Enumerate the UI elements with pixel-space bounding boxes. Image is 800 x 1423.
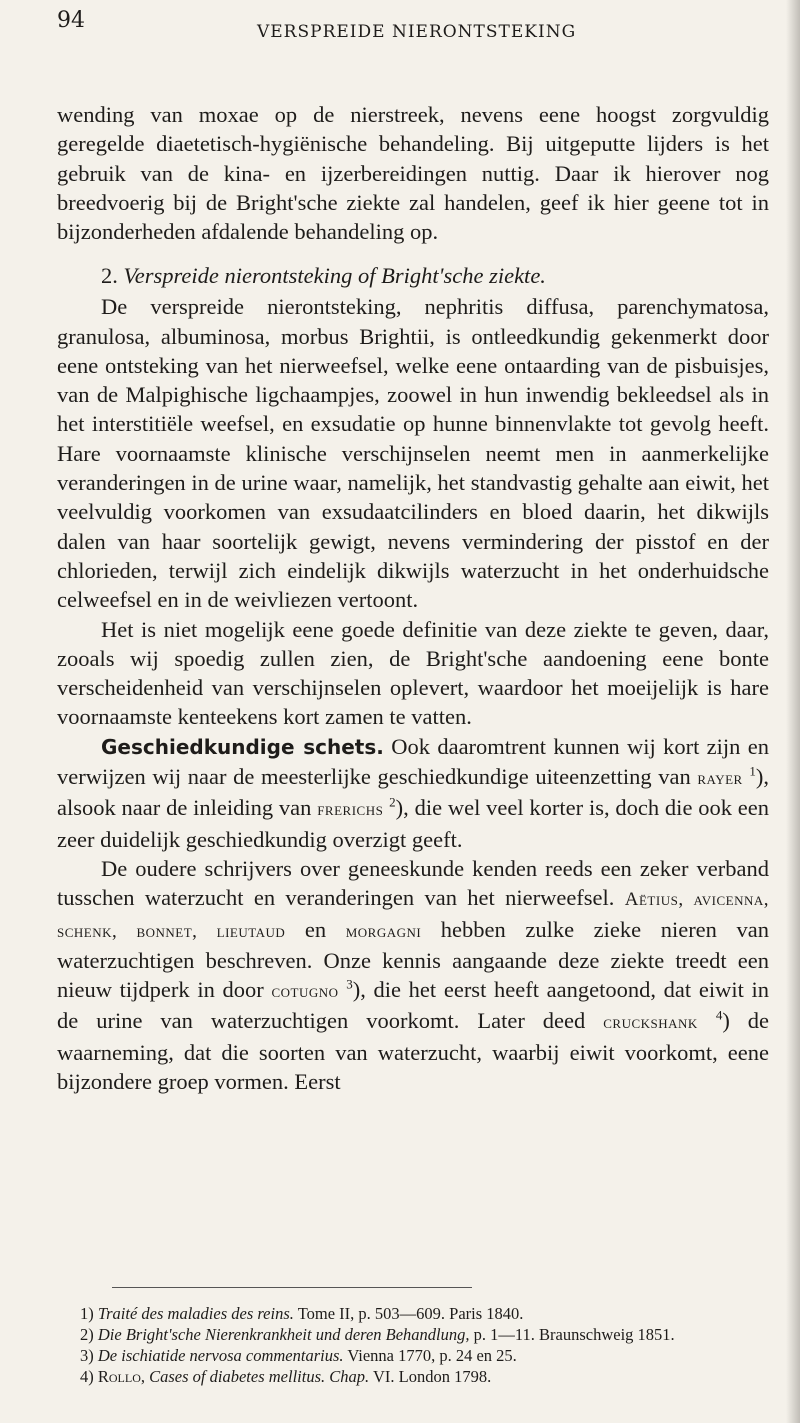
paragraph-older-writers	[57, 854, 769, 1096]
footnote-3	[80, 1345, 770, 1366]
older-text-2: en	[285, 916, 346, 942]
footnote-detail: Tome II, p. 503—609. Paris 1840.	[293, 1304, 524, 1323]
footnotes	[80, 1303, 770, 1387]
page-edge-shadow	[786, 0, 800, 1423]
footnote-detail: Vienna 1770, p. 24 en 25.	[343, 1346, 517, 1365]
footnote-detail: p. 1—11. Braunschweig 1851.	[469, 1325, 675, 1344]
section-number: 2.	[101, 263, 118, 288]
older-text-1: De oudere schrijvers over geneeskunde kenden reeds een zeker verband tusschen waterzucht en veranderingen van het nierweefsel.	[57, 855, 769, 911]
section-heading	[57, 261, 769, 290]
footnote-4	[80, 1366, 770, 1387]
history-lead: Geschiedkundige schets.	[101, 734, 384, 759]
running-head: VERSPREIDE NIERONTSTEKING	[257, 22, 577, 42]
footnote-title: Die Bright'sche Nierenkrankheit und deren Behandlung,	[97, 1325, 470, 1344]
footnote-title: De ischiatide nervosa commentarius.	[97, 1346, 344, 1365]
footnote-number: 3)	[80, 1346, 94, 1365]
footnote-number: 4)	[80, 1367, 94, 1386]
history-text-1: Ook daaromtrent kunnen wij kort zijn en verwijzen wij naar de meesterlijke geschiedkundige uiteenzetting van	[57, 733, 770, 790]
history-text-2: ), alsook naar de inleiding van	[57, 764, 769, 821]
author-cruckshank: cruckshank	[603, 1012, 698, 1034]
older-text-3: hebben zulke zieke nieren van waterzuchtigen beschreven. Onze kennis aangaande deze ziekte treedt een nieuw tijdperk in door	[57, 916, 769, 1003]
author-frerichs: frerichs	[317, 799, 384, 821]
history-text-3: ), die wel veel korter is, doch die ook een zeer duidelijk geschiedkundig overzigt geeft.	[57, 795, 770, 852]
footnote-title: Traité des maladies des reins.	[97, 1304, 294, 1323]
author-morgagni: morgagni	[345, 920, 422, 942]
author-rayer: rayer	[697, 768, 743, 790]
footnote-2	[80, 1324, 770, 1345]
footnote-rule	[112, 1287, 472, 1288]
author-cotugno: cotugno	[271, 981, 339, 1003]
paragraph-definition-note: Het is niet mogelijk eene goede definitie van deze ziekte te geven, daar, zooals wij spoedig zullen zien, de Bright'sche aandoening eene bonte verscheidenheid van verschijnselen oplevert, waardoor het moeijelijk is hare voornaamste kenteekens kort zamen te vatten.	[57, 616, 769, 730]
paragraph-history	[57, 732, 769, 854]
footnote-title: Cases of diabetes mellitus. Chap.	[149, 1367, 370, 1386]
footnote-ref-1[interactable]: 1	[749, 763, 756, 779]
text-block-top	[57, 100, 769, 246]
footnote-number: 2)	[80, 1325, 94, 1344]
footnote-ref-3[interactable]: 3	[346, 976, 353, 992]
footnote-1	[80, 1303, 770, 1324]
page-number: 94	[57, 8, 85, 33]
footnote-detail: VI. London 1798.	[369, 1367, 492, 1386]
older-text-4: ), die het eerst heeft aangetoond, dat eiwit in de urine van waterzuchtigen voorkomt. Later deed	[57, 977, 770, 1034]
text-block-main	[57, 258, 769, 1096]
footnote-ref-2[interactable]: 2	[389, 794, 396, 810]
footnote-ref-4[interactable]: 4	[715, 1007, 723, 1023]
older-text-5: ) de waarneming, dat die soorten van waterzucht, waarbij eiwit voorkomt, eene bijzondere groep vormen. Eerst	[57, 1008, 770, 1095]
paragraph-definition: De verspreide nierontsteking, nephritis diffusa, parenchymatosa, granulosa, albuminosa, morbus Brightii, is ontleedkundig gekenmerkt door eene ontsteking van het nierweefsel, welke eene ontaarding van de pisbuisjes, van de Malpighische ligchaampjes, zoowel in hun inwendig bekleedsel als in het interstitiële weefsel, en exsudatie op hunne binnenvlakte tot gevolg heeft. Hare voornaamste klinische verschijnselen neemt men in aanmerkelijke veranderingen in de urine waar, namelijk, het standvastig gehalte aan eiwit, het veelvuldig voorkomen van exsudaatcilinders en bloed daarin, het dikwijls dalen van haar soortelijk gewigt, nevens vermindering der pisstof en der chlorieden, terwijl zich eindelijk dikwijls waterzucht in het onderhuidsche celweefsel en in de weivliezen vertoont.	[57, 294, 769, 613]
author-list: Aëtius, avicenna, schenk, bonnet, lieutaud	[57, 889, 769, 942]
paragraph-continuation: wending van moxae op de nierstreek, nevens eene hoogst zorgvuldig geregelde diaetetisch-hygiënische behandeling. Bij uitgeputte lijders is het gebruik van de kina- en ijzerbereidingen nuttig. Daar ik hierover nog breedvoerig bij de Bright'sche ziekte zal handelen, geef ik hier geene tot in bijzonderheden afdalende behandeling op.	[57, 102, 769, 245]
section-title: Verspreide nierontsteking of Bright'sche ziekte.	[123, 263, 546, 288]
footnote-author: Rollo,	[97, 1367, 145, 1386]
footnote-number: 1)	[80, 1304, 94, 1323]
